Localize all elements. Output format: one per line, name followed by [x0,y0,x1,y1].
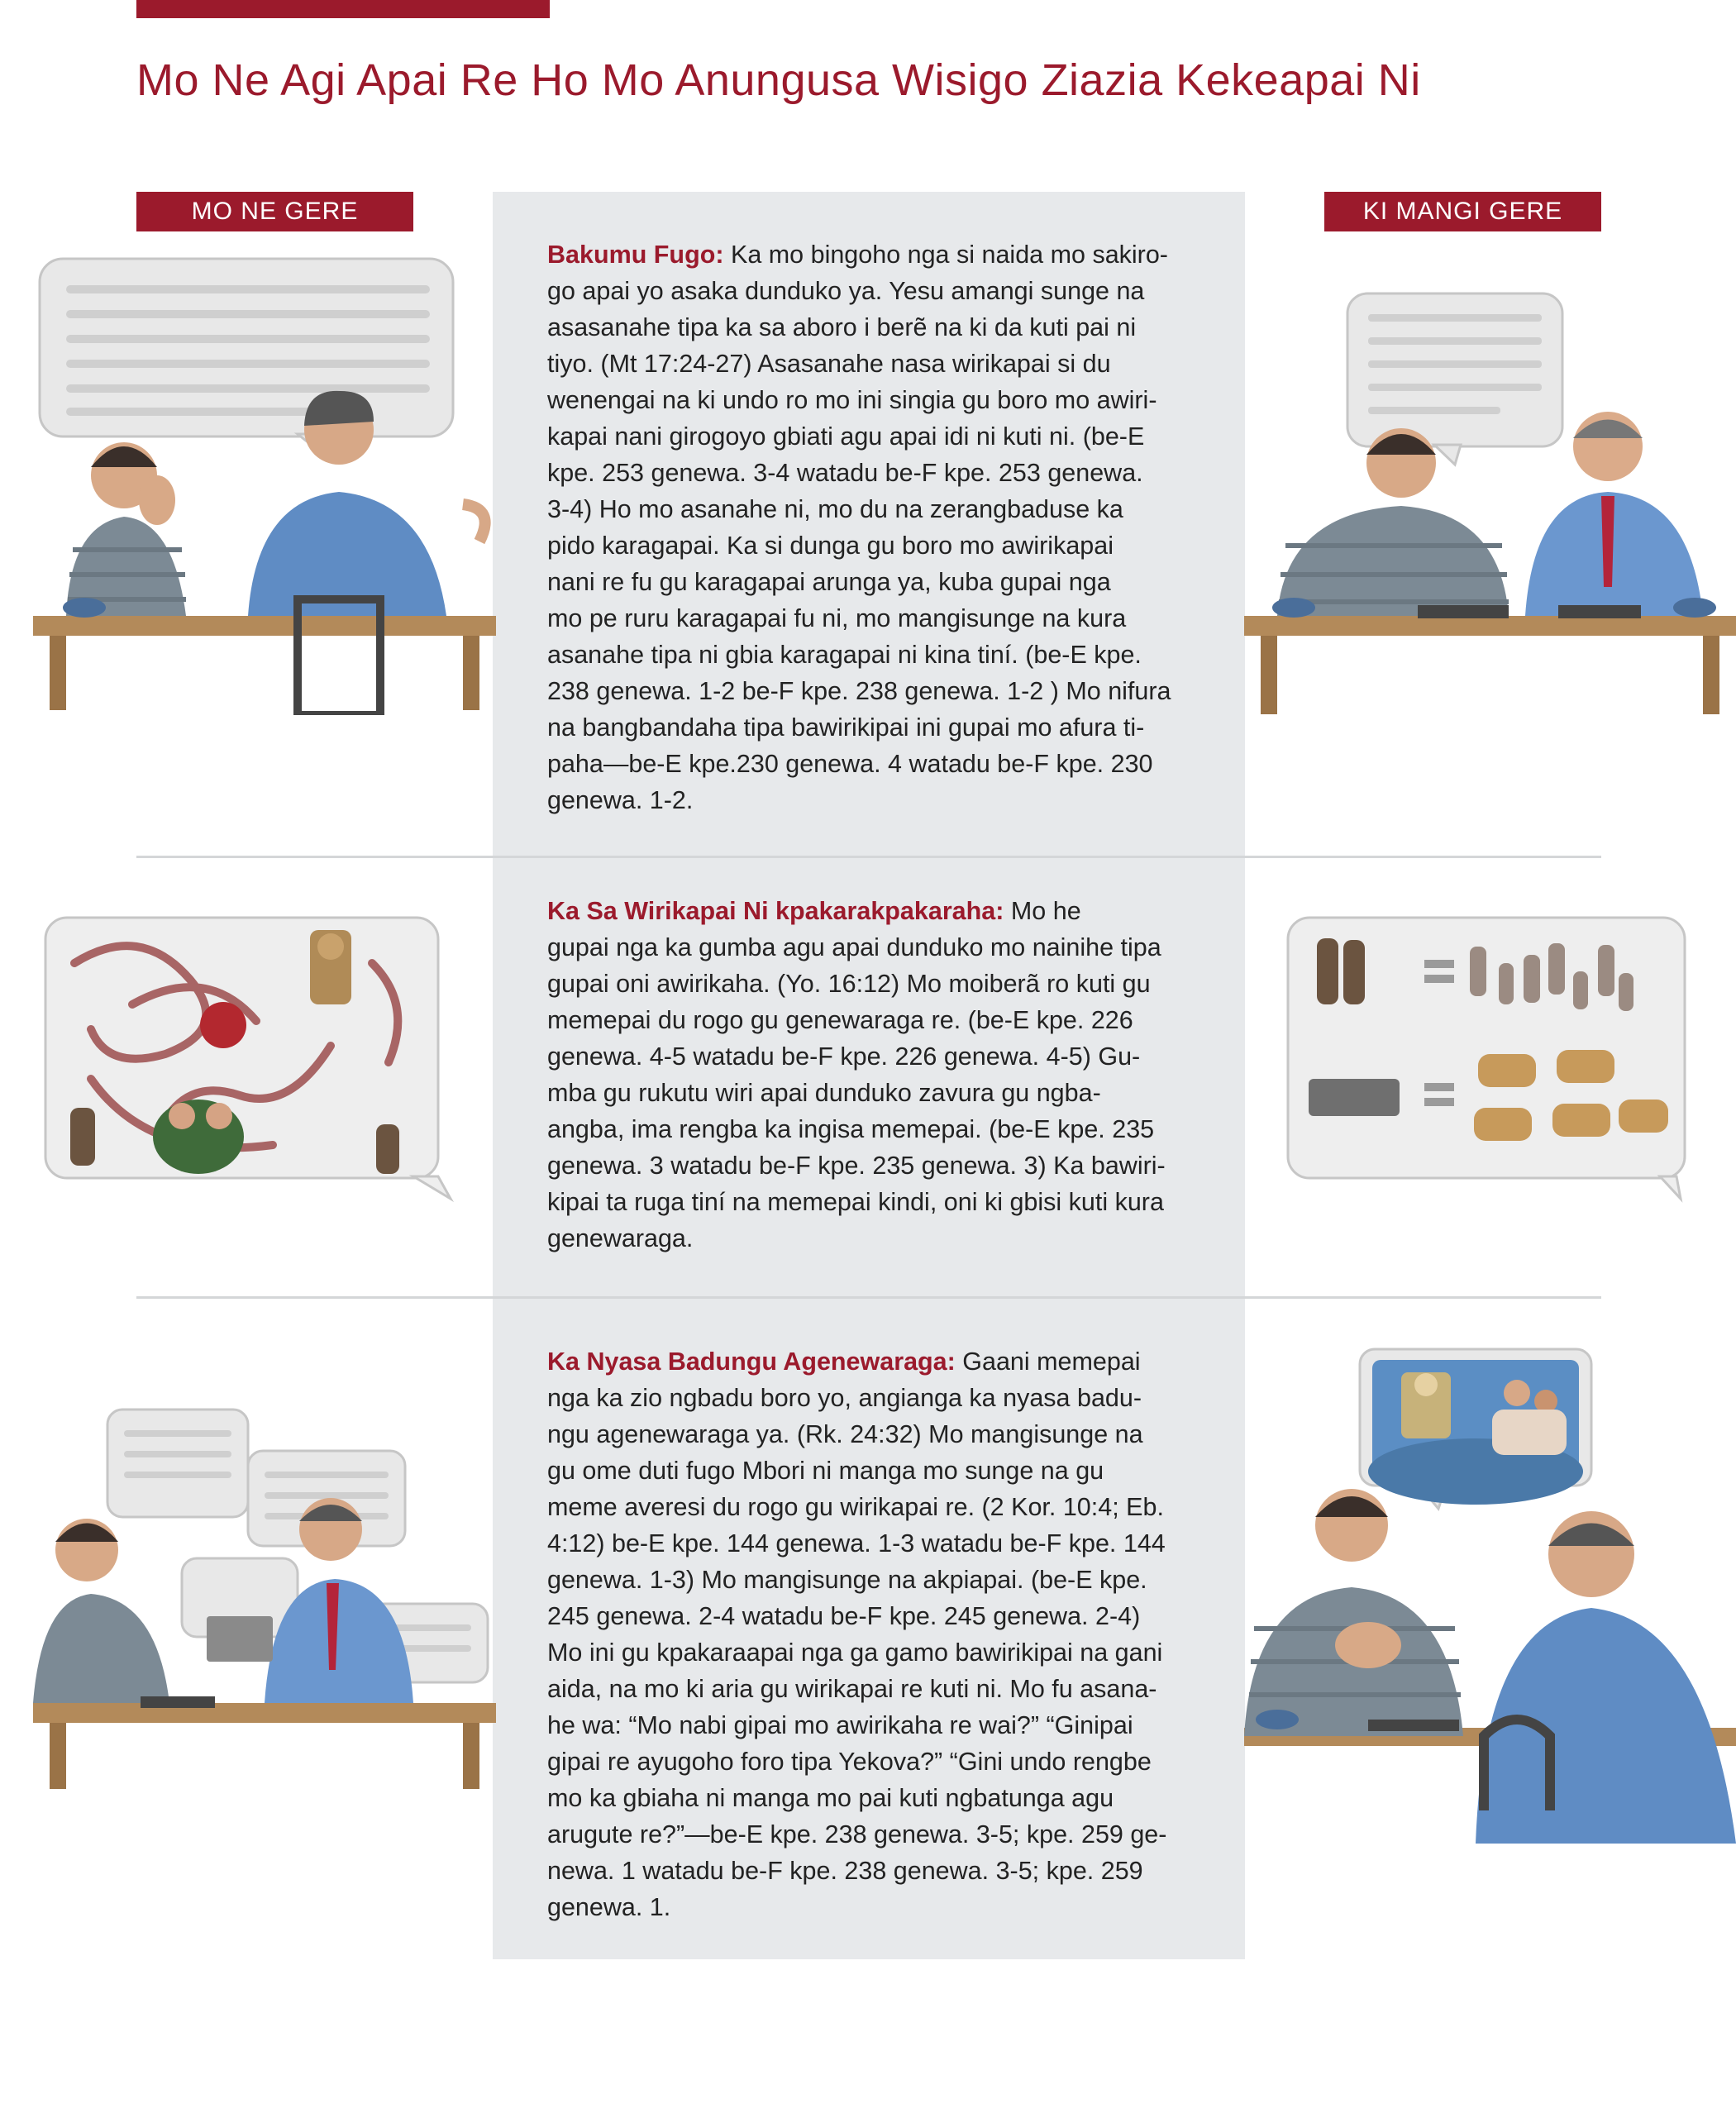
text-line: na bangbandaha tipa bawirikipai ini gupai mo afura ti- [547,713,1145,742]
text-line: he wa: “Mo nabi gipai mo awirikaha re wai?” “Ginipai [547,1711,1133,1739]
text-line: paha—be-E kpe.230 genewa. 4 watadu be-F kpe. 230 [547,750,1153,778]
illustration-friendly-conversation [1244,289,1736,719]
text-line: genewa. 1-2. [547,786,694,814]
illustration-heartfelt-discussion [1244,1348,1736,1844]
text-line: gupai oni awirikaha. (Yo. 16:12) Mo moiberã ro kuti gu [547,970,1151,998]
text-line: Mo ini gu kpakaraapai nga ga gamo bawirikipai na gani [547,1639,1163,1667]
text-line: Ka mo bingoho nga si naida mo sakiro- [730,241,1168,269]
section-divider [136,1296,1601,1299]
left-column-label: MO NE GERE [136,192,413,231]
section-heading: Ka Sa Wirikapai Ni kpakarakpakaraha: [547,897,1004,925]
text-line: nani re fu gu karagapai arunga ya, kuba gupai nga [547,568,1111,596]
right-column-label: KI MANGI GERE [1324,192,1601,231]
text-line: mba gu rukutu wiri apai dunduko zavura gu ngba- [547,1079,1101,1107]
text-line: kapai nani girogoyo gbiati agu apai idi ni kuti ni. (be-E [547,422,1145,451]
illustration-overwhelming-discussion [33,1405,496,1794]
text-line: genewa. 1-3) Mo mangisunge na akpiapai. (be-E kpe. [547,1566,1147,1594]
section-heading: Ka Nyasa Badungu Agenewaraga: [547,1348,956,1376]
section-heading: Bakumu Fugo: [547,241,724,269]
text-line: mo ka gbiaha ni manga mo pai kuti ngbatunga agu [547,1784,1114,1812]
text-line: gipai re ayugoho foro tipa Yekova?” “Gini undo rengbe [547,1748,1152,1776]
text-line: arugute re?”—be-E kpe. 238 genewa. 3-5; kpe. 259 ge- [547,1820,1167,1848]
illustration-confusing-topics [41,914,463,1207]
section-text-3 [547,1343,1200,1925]
text-line: nga ka zio ngbadu boro yo, angianga ka nyasa badu- [547,1384,1142,1412]
section-text-1 [547,236,1200,818]
text-line: tiyo. (Mt 17:24-27) Asasanahe nasa wirikapai si du [547,350,1111,378]
text-line: genewa. 1. [547,1893,671,1921]
section-text-2 [547,893,1200,1257]
illustration-simple-examples [1284,914,1689,1207]
text-line: asanahe tipa ni gbia karagapai ni kina tiní. (be-E kpe. [547,641,1142,669]
text-line: kipai ta ruga tiní na memepai kindi, oni ki gbisi kuti kura [547,1188,1164,1216]
illustration-lecture-bored-listener [33,252,496,715]
text-line: Gaani memepai [962,1348,1141,1376]
text-line: genewaraga. [547,1224,694,1252]
text-line: kpe. 253 genewa. 3-4 watadu be-F kpe. 253 genewa. [547,459,1143,487]
text-line: meme averesi du rogo gu wirikapai re. (2 Kor. 10:4; Eb. [547,1493,1164,1521]
top-accent-bar [136,0,550,18]
text-line: memepai du rogo gu genewaraga re. (be-E kpe. 226 [547,1006,1133,1034]
text-line: aida, na mo ki aria gu wirikapai re kuti ni. Mo fu asana- [547,1675,1157,1703]
text-line: Mo he [1010,897,1081,925]
text-line: newa. 1 watadu be-F kpe. 238 genewa. 3-5; kpe. 259 [547,1857,1143,1885]
text-line: 4:12) be-E kpe. 144 genewa. 1-3 watadu be-F kpe. 144 [547,1529,1166,1557]
text-line: go apai yo asaka dunduko ya. Yesu amangi sunge na [547,277,1145,305]
text-line: 238 genewa. 1-2 be-F kpe. 238 genewa. 1-2 ) Mo nifura [547,677,1171,705]
text-line: genewa. 3 watadu be-F kpe. 235 genewa. 3) Ka bawiri- [547,1152,1166,1180]
text-line: genewa. 4-5 watadu be-F kpe. 226 genewa. 4-5) Gu- [547,1042,1141,1071]
page-title: Mo Ne Agi Apai Re Ho Mo Anungusa Wisigo Ziazia Kekeapai Ni [136,55,1421,105]
text-line: mo pe ruru karagapai fu ni, mo mangisunge na kura [547,604,1127,632]
text-line: 3-4) Ho mo asanahe ni, mo du na zerangbaduse ka [547,495,1123,523]
text-line: ngu agenewaraga ya. (Rk. 24:32) Mo mangisunge na [547,1420,1143,1448]
section-divider [136,856,1601,858]
text-line: wenengai na ki undo ro mo ini singia gu boro mo awiri- [547,386,1157,414]
text-line: angba, ima rengba ka ingisa memepai. (be-E kpe. 235 [547,1115,1155,1143]
text-line: pido karagapai. Ka si dunga gu boro mo awirikapai [547,532,1114,560]
text-line: gupai nga ka gumba agu apai dunduko mo nainihe tipa [547,933,1161,961]
text-line: gu ome duti fugo Mbori ni manga mo sunge na gu [547,1457,1104,1485]
text-line: 245 genewa. 2-4 watadu be-F kpe. 245 genewa. 2-4) [547,1602,1141,1630]
text-line: asasanahe tipa ka sa aboro i berẽ na ki da kuti pai ni [547,313,1137,341]
